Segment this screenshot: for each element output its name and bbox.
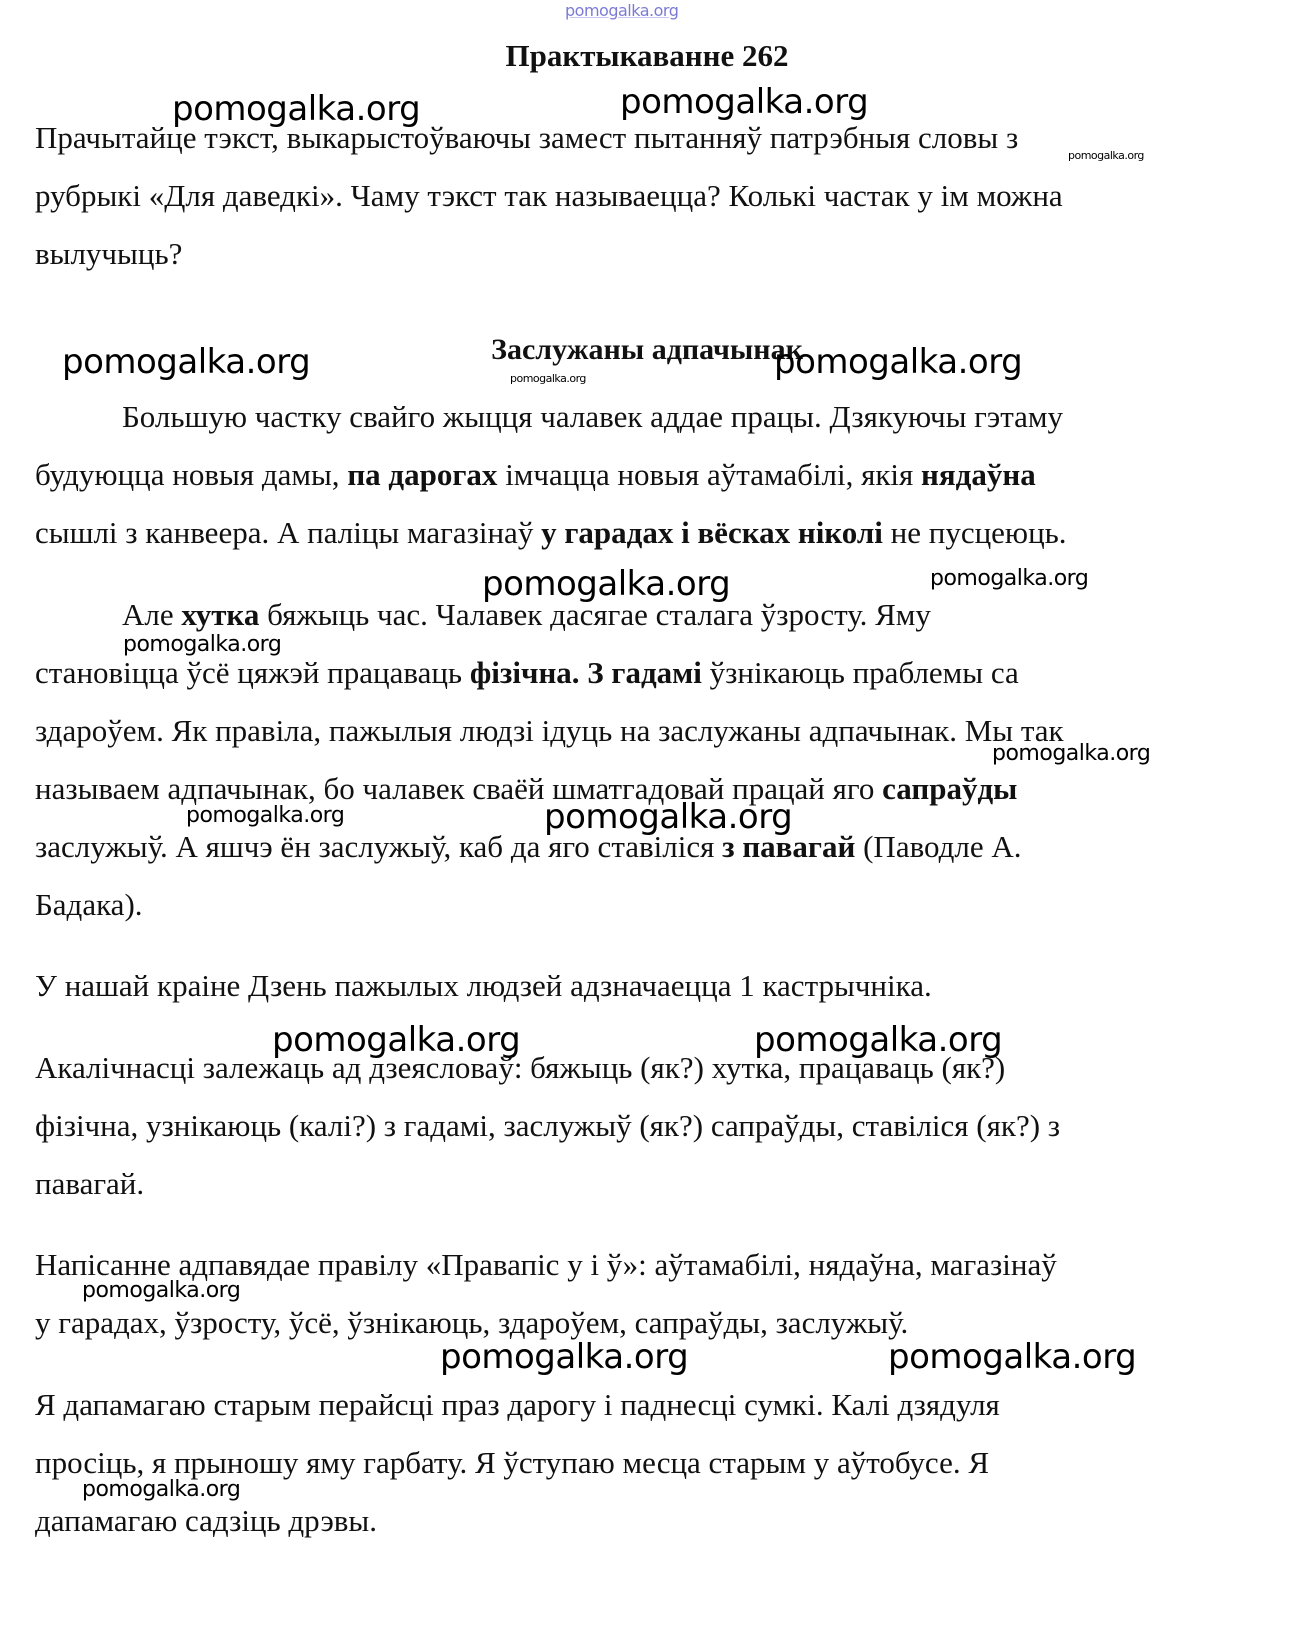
answer-3-line-2: у гарадах, ўзросту, ўсё, ўзнікаюць, здароўем, сапраўды, заслужыў. xyxy=(35,1305,909,1340)
watermark: pomogalka.org xyxy=(620,82,869,122)
watermark: pomogalka.org xyxy=(172,89,421,129)
plain-text: бяжыць час. Чалавек дасягае сталага ўзросту. Яму xyxy=(259,597,931,632)
paragraph-1-line-3 xyxy=(35,513,1254,553)
paragraph-1-line-2 xyxy=(35,455,1254,495)
plain-text: ўзнікаюць праблемы са xyxy=(701,655,1019,690)
bold-adverb: хутка xyxy=(181,597,260,632)
watermark: pomogalka.org xyxy=(992,741,1151,766)
exercise-title: Практыкаванне 262 xyxy=(505,38,789,73)
answer-2-line-2: фізічна, узнікаюць (калі?) з гадамі, заслужыў (як?) сапраўды, ставіліся (як?) з xyxy=(35,1108,1061,1143)
answer-4-line-1: Я дапамагаю старым перайсці праз дарогу і паднесці сумкі. Калі дзядуля xyxy=(35,1387,1000,1422)
bold-adverb: у гарадах і вёсках ніколі xyxy=(541,515,883,550)
text-title: Заслужаны адпачынак xyxy=(491,333,803,366)
paragraph-2-line-2 xyxy=(35,653,1254,693)
answer-3-line-1: Напісанне адпавядае правілу «Правапіс у і ў»: аўтамабілі, нядаўна, магазінаў xyxy=(35,1247,1057,1282)
top-watermark[interactable]: pomogalka.org xyxy=(565,1,679,20)
plain-text: імчацца новыя аўтамабілі, якія xyxy=(497,457,922,492)
answer-1: У нашай краіне Дзень пажылых людзей адзначаецца 1 кастрычніка. xyxy=(35,968,932,1003)
plain-text: называем адпачынак, бо чалавек сваёй шматгадовай працай яго xyxy=(35,771,883,806)
paragraph-2-line-3: здароўем. Як правіла, пажылыя людзі ідуць на заслужаны адпачынак. Мы так xyxy=(35,713,1064,748)
answer-4-line-2: просіць, я прыношу яму гарбату. Я ўступаю месца старым у аўтобусе. Я xyxy=(35,1445,990,1480)
answer-2-line-3: павагай. xyxy=(35,1166,145,1201)
watermark: pomogalka.org xyxy=(754,1020,1003,1060)
paragraph-1-line-1: Большую частку свайго жыцця чалавек аддае працы. Дзякуючы гэтаму xyxy=(122,399,1064,434)
task-line-3: вылучыць? xyxy=(35,236,183,271)
bold-adverb: сапраўды xyxy=(882,771,1018,806)
watermark: pomogalka.org xyxy=(774,342,1023,382)
plain-text: становіцца ўсё цяжэй працаваць xyxy=(35,655,470,690)
watermark: pomogalka.org xyxy=(888,1337,1137,1377)
watermark: pomogalka.org xyxy=(82,1278,241,1303)
bold-adverb: з павагай xyxy=(722,829,856,864)
plain-text: не пусцеюць. xyxy=(882,515,1067,550)
plain-text: заслужыў. А яшчэ ён заслужыў, каб да яго ставіліся xyxy=(35,829,723,864)
task-line-1: Прачытайце тэкст, выкарыстоўваючы замест пытанняў патрэбныя словы з xyxy=(35,120,1019,155)
watermark: pomogalka.org xyxy=(544,797,793,837)
watermark: pomogalka.org xyxy=(123,632,282,657)
watermark: pomogalka.org xyxy=(1068,149,1144,162)
watermark: pomogalka.org xyxy=(510,372,586,385)
plain-text: сышлі з канвеера. А паліцы магазінаў xyxy=(35,515,542,550)
bold-adverb: па дарогах xyxy=(347,457,498,492)
watermark: pomogalka.org xyxy=(482,564,731,604)
paragraph-2-line-6: Бадака). xyxy=(35,887,143,922)
bold-adverb: фізічна. З гадамі xyxy=(469,655,702,690)
task-line-2: рубрыкі «Для даведкі». Чаму тэкст так называецца? Колькі частак у ім можна xyxy=(35,178,1063,213)
watermark: pomogalka.org xyxy=(440,1337,689,1377)
plain-text: будуюцца новыя дамы, xyxy=(35,457,348,492)
answer-4-line-3: дапамагаю садзіць дрэвы. xyxy=(35,1503,377,1538)
plain-text: Але xyxy=(122,597,182,632)
watermark: pomogalka.org xyxy=(82,1477,241,1502)
answer-2-line-1: Акалічнасці залежаць ад дзеясловаў: бяжыць (як?) хутка, працаваць (як?) xyxy=(35,1050,1006,1085)
watermark: pomogalka.org xyxy=(62,342,311,382)
watermark: pomogalka.org xyxy=(930,566,1089,591)
plain-text: (Паводле А. xyxy=(855,829,1022,864)
watermark: pomogalka.org xyxy=(186,803,345,828)
watermark: pomogalka.org xyxy=(272,1020,521,1060)
bold-adverb: нядаўна xyxy=(921,457,1036,492)
